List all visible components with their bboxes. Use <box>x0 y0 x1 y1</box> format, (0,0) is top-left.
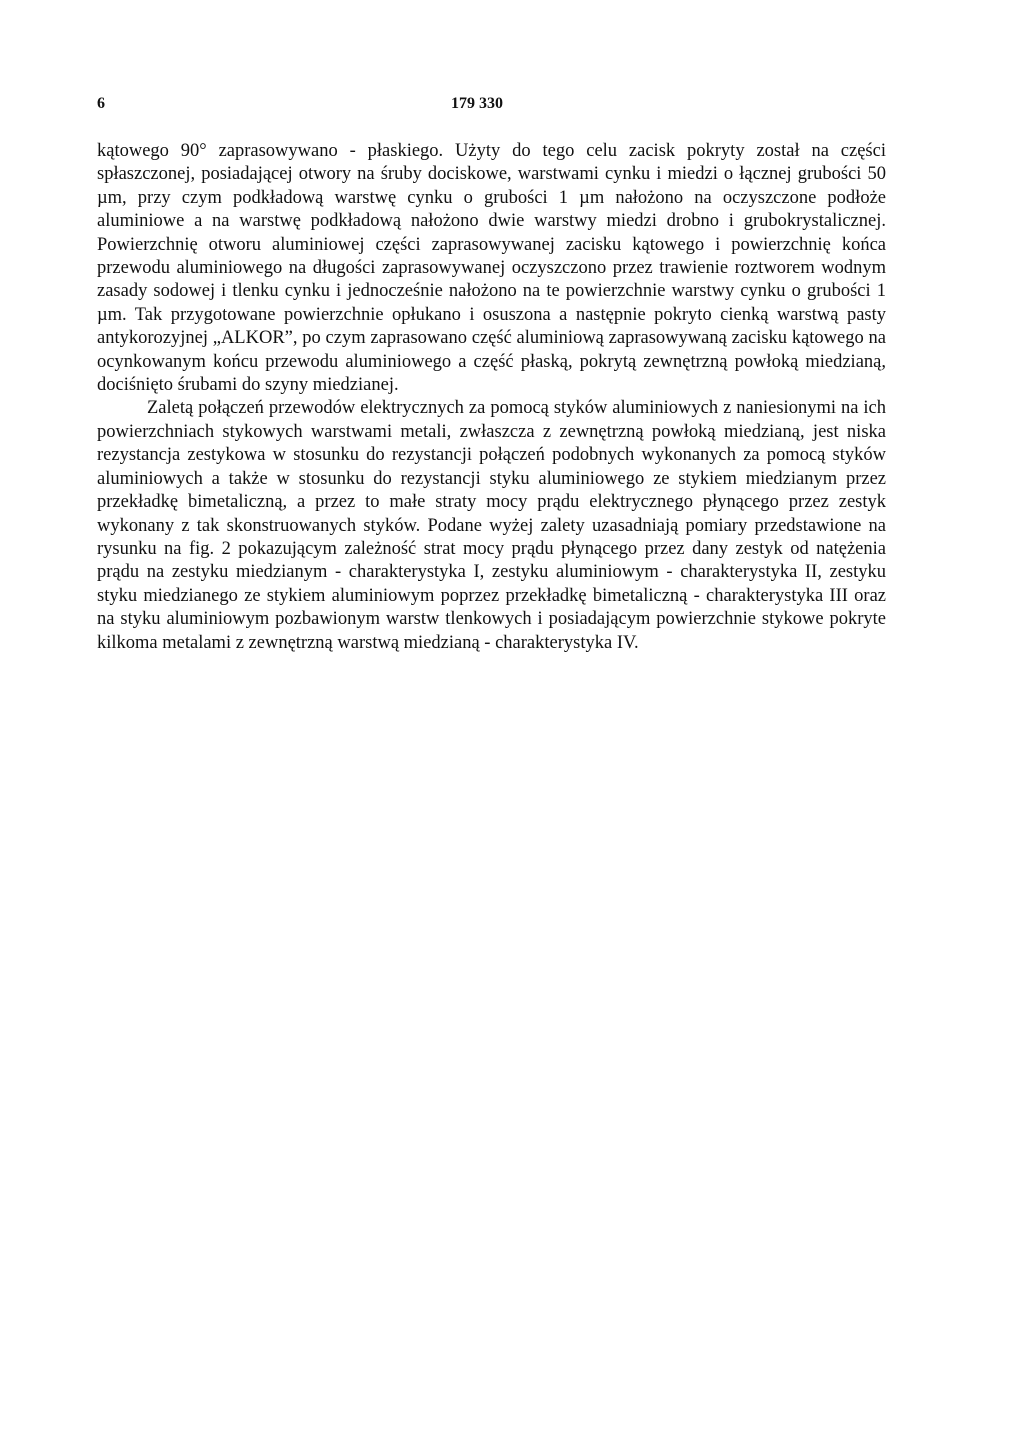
paragraph-continuation: kątowego 90° zaprasowywano - płaskiego. Użyty do tego celu zacisk pokryty został na części spłaszczonej, posiadającej otwory na śruby dociskowe, warstwami cynku i miedzi o łącznej grubości 50 µm, przy czym podkładową warstwę cynku o grubości 1 µm nałożono na oczyszczone podłoże aluminiowe a na warstwę podkładową nałożono dwie warstwy miedzi drobno i grubokrystalicznej. Powierzchnię otworu aluminiowej części zaprasowywanej zacisku kątowego i powierzchnię końca przewodu aluminiowego na długości zaprasowywanej oczyszczono przez trawienie roztworem wodnym zasady sodowej i tlenku cynku i jednocześnie nałożono na te powierzchnie warstwy cynku o grubości 1 µm. Tak przygotowane powierzchnie opłukano i osuszona a następnie pokryto cienką warstwą pasty antykorozyjnej „ALKOR”, po czym zaprasowano część aluminiową zaprasowywaną zacisku kątowego na ocynkowanym końcu przewodu aluminiowego a część płaską, pokrytą zewnętrzną powłoką miedzianą, dociśnięto śrubami do szyny miedzianej. <box>97 141 886 396</box>
body-text <box>97 140 886 655</box>
patent-number: 179 330 <box>451 95 503 112</box>
page-number: 6 <box>97 95 105 112</box>
paragraph-advantages: Zaletą połączeń przewodów elektrycznych za pomocą styków aluminiowych z naniesionymi na ich powierzchniach stykowych warstwami metali, zwłaszcza z zewnętrzną powłoką miedzianą, jest niska rezystancja zestykowa w stosunku do rezystancji połączeń podobnych wykonanych za pomocą styków aluminiowych a także w stosunku do rezystancji styku aluminiowego ze stykiem miedzianym przez przekładkę bimetaliczną, a przez to małe straty mocy prądu elektrycznego płynącego przez zestyk wykonany z tak skonstruowanych styków. Podane wyżej zalety uzasadniają pomiary przedstawione na rysunku na fig. 2 pokazującym zależność strat mocy prądu płynącego przez dany zestyk od natężenia prądu na zestyku miedzianym - charakterystyka I, zestyku aluminiowym - charakterystyka II, zestyku styku miedzianego ze stykiem aluminiowym poprzez przekładkę bimetaliczną - charakterystyka III oraz na styku aluminiowym pozbawionym warstw tlenkowych i posiadającym powierzchnie stykowe pokryte kilkoma metalami z zewnętrzną warstwą miedzianą - charakterystyka IV. <box>97 398 886 653</box>
